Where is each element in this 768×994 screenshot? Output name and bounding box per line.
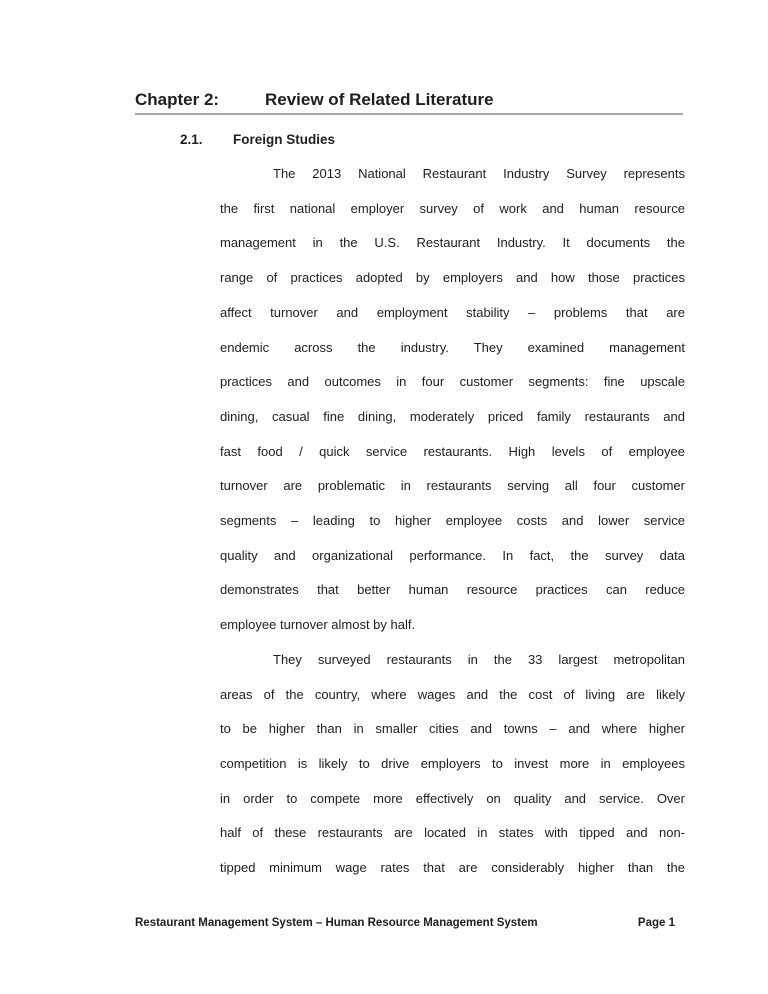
chapter-number: Chapter 2: — [135, 90, 220, 109]
text-line: half of these restaurants are located in states with tipped and non- — [220, 825, 685, 841]
paragraph-1 — [220, 157, 685, 643]
text-line: practices and outcomes in four customer segments: fine upscale — [220, 374, 685, 390]
section-title: Foreign Studies — [233, 132, 336, 147]
text-line: dining, casual fine dining, moderately priced family restaurants and — [220, 408, 685, 424]
footer-document-title: Restaurant Management System – Human Resource Management System — [135, 917, 538, 929]
section-heading — [180, 131, 683, 148]
text-line: affect turnover and employment stability – problems that are — [220, 304, 685, 320]
text-line: areas of the country, where wages and the cost of living are likely — [220, 686, 685, 702]
text-line: segments – leading to higher employee costs and lower service — [220, 513, 685, 529]
text-line: turnover are problematic in restaurants serving all four customer — [220, 478, 685, 494]
paragraph-2 — [220, 643, 685, 886]
chapter-title: Review of Related Literature — [265, 90, 494, 109]
text-line: endemic across the industry. They examined management — [220, 339, 685, 355]
text-line: The 2013 National Restaurant Industry Survey represents — [273, 166, 685, 181]
text-line: the first national employer survey of work and human resource — [220, 200, 685, 216]
text-line: fast food / quick service restaurants. High levels of employee — [220, 443, 685, 459]
page-footer — [135, 916, 675, 930]
text-line: demonstrates that better human resource practices can reduce — [220, 582, 685, 598]
text-line: competition is likely to drive employers to invest more in employees — [220, 755, 685, 771]
text-line: employee turnover almost by half. — [220, 617, 416, 633]
text-line: in order to compete more effectively on quality and service. Over — [220, 790, 685, 806]
text-line: range of practices adopted by employers and how those practices — [220, 270, 685, 286]
text-line: They surveyed restaurants in the 33 largest metropolitan — [273, 651, 685, 667]
footer-page-number: Page 1 — [637, 917, 675, 929]
section-number: 2.1. — [180, 132, 203, 147]
chapter-heading — [135, 90, 683, 115]
text-line: tipped minimum wage rates that are considerably higher than the — [220, 860, 685, 876]
text-line: to be higher than in smaller cities and towns – and where higher — [220, 721, 685, 737]
text-line: quality and organizational performance. In fact, the survey data — [220, 547, 685, 563]
text-line: management in the U.S. Restaurant Industry. It documents the — [220, 235, 685, 251]
body-text — [220, 157, 685, 886]
